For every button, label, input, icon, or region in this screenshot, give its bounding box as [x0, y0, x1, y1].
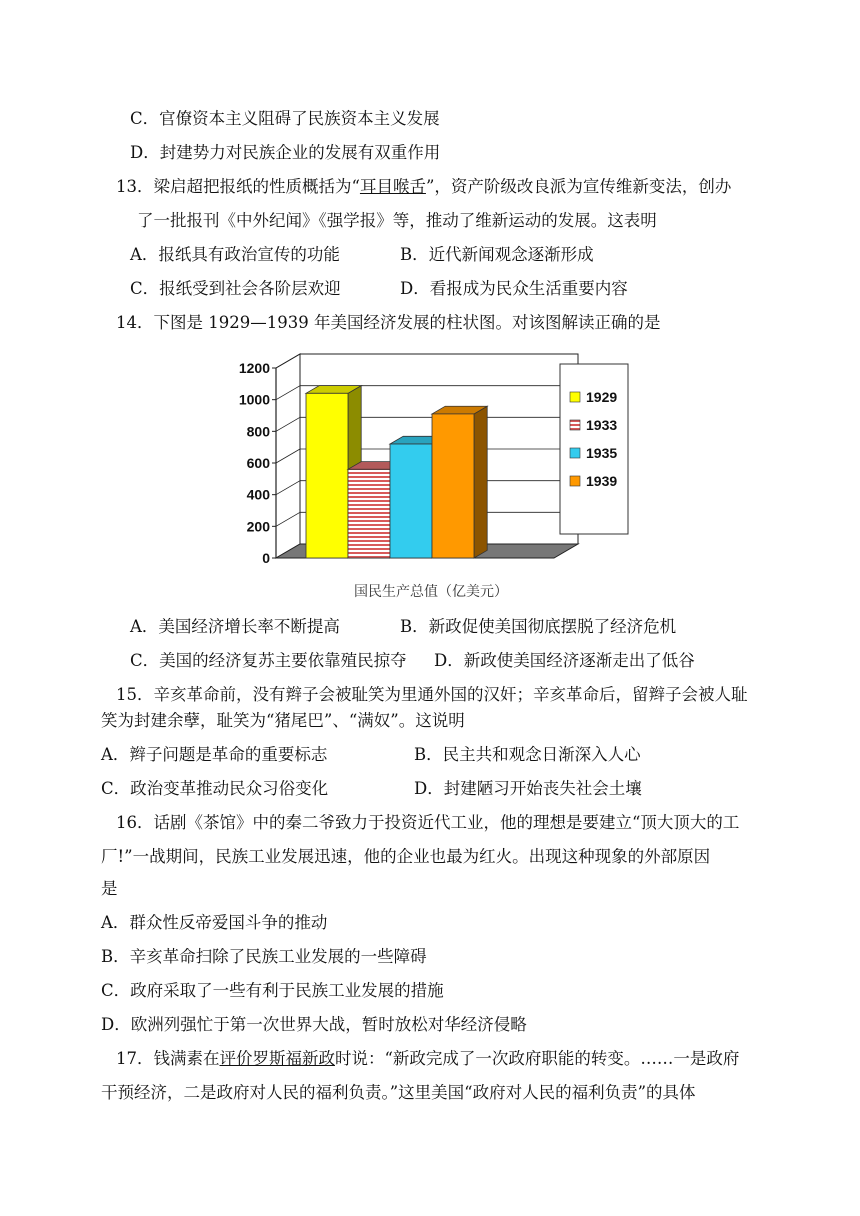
- q15-stem-line1: 15．辛亥革命前，没有辫子会被耻笑为里通外国的汉奸；辛亥革命后，留辫子会被人耻: [116, 685, 748, 704]
- q15-option-d: D．封建陋习开始丧失社会土壤: [414, 779, 642, 798]
- chart-y-tick-label: 1000: [238, 391, 270, 408]
- gnp-bar-chart: [228, 336, 632, 606]
- chart-y-tick-label: 1200: [238, 360, 270, 376]
- q13-stem-text-b: ”，资产阶级改良派为宣传维新变法，创办: [425, 177, 732, 196]
- q16-stem-line1: 16．话剧《茶馆》中的秦二爷致力于投资近代工业，他的理想是要建立“顶大顶大的工: [116, 813, 740, 832]
- q13-stem-line1: [116, 176, 731, 198]
- chart-bar-1939: [432, 406, 487, 558]
- chart-legend-swatch: [570, 420, 580, 430]
- chart-legend-swatch: [570, 448, 580, 458]
- q13-option-a: A．报纸具有政治宣传的功能: [130, 245, 340, 264]
- q14-stem: 14．下图是 1929—1939 年美国经济发展的柱状图。对该图解读正确的是: [116, 313, 661, 332]
- chart-x-axis-label: 国民生产总值（亿美元）: [354, 583, 508, 599]
- chart-legend-label: 1935: [586, 445, 618, 461]
- q13-stem-line2: 了一批报刊《中外纪闻》《强学报》等，推动了维新运动的发展。这表明: [137, 211, 657, 230]
- chart-legend-label: 1939: [586, 473, 618, 489]
- chart-y-tick-label: 400: [246, 486, 270, 503]
- chart-y-tick-label: 0: [262, 550, 270, 566]
- q17-stem-line1: [116, 1048, 739, 1070]
- q17-stem-line2: 干预经济，二是政府对人民的福利负责。”这里美国“政府对人民的福利负责”的具体: [101, 1083, 696, 1102]
- chart-legend-label: 1929: [586, 389, 618, 405]
- q17-stem-text-b: 时说：“新政完成了一次政府职能的转变。……一是政府: [335, 1049, 740, 1068]
- q13-option-d: D．看报成为民众生活重要内容: [400, 279, 628, 298]
- q15-option-c: C．政治变革推动民众习俗变化: [101, 779, 329, 798]
- q15-stem-line2: 笑为封建余孽，耻笑为“猪尾巴”、“满奴”。这说明: [101, 711, 465, 730]
- q14-option-b: B．新政促使美国彻底摆脱了经济危机: [400, 617, 677, 636]
- q13-option-b: B．近代新闻观念逐渐形成: [400, 245, 594, 264]
- chart-legend-swatch: [570, 392, 580, 402]
- chart-legend: [560, 364, 628, 534]
- q16-option-d: D．欧洲列强忙于第一次世界大战，暂时放松对华经济侵略: [101, 1015, 527, 1034]
- chart-y-tick-label: 800: [246, 423, 270, 440]
- chart-y-tick-label: 200: [246, 518, 270, 535]
- q12-option-d: D．封建势力对民族企业的发展有双重作用: [130, 143, 441, 162]
- q16-option-b: B．辛亥革命扫除了民族工业发展的一些障碍: [101, 947, 427, 966]
- q14-option-c: C．美国的经济复苏主要依靠殖民掠夺: [130, 651, 407, 670]
- q16-stem-line3: 是: [101, 879, 118, 898]
- q14-option-d: D．新政使美国经济逐渐走出了低谷: [434, 651, 695, 670]
- chart-y-tick-label: 600: [246, 455, 270, 471]
- q13-stem-text-a: 13．梁启超把报纸的性质概括为“: [116, 177, 360, 196]
- q16-option-a: A．群众性反帝爱国斗争的推动: [101, 913, 328, 932]
- chart-legend-label: 1933: [586, 417, 618, 433]
- q13-stem-underlined: 耳目喉舌: [359, 177, 426, 196]
- q17-stem-text-a: 17．钱满素在: [116, 1049, 220, 1068]
- q15-option-a: A．辫子问题是革命的重要标志: [101, 745, 328, 764]
- q17-stem-underlined: 评价罗斯福新政: [219, 1049, 335, 1068]
- q13-option-c: C．报纸受到社会各阶层欢迎: [130, 279, 341, 298]
- chart-axis: [239, 360, 276, 566]
- q14-option-a: A．美国经济增长率不断提高: [130, 617, 340, 636]
- q16-stem-line2: 厂!”一战期间，民族工业发展迅速，他的企业也最为红火。出现这种现象的外部原因: [101, 847, 711, 866]
- chart-legend-swatch: [570, 476, 580, 486]
- q15-option-b: B．民主共和观念日渐深入人心: [414, 745, 641, 764]
- q16-option-c: C．政府采取了一些有利于民族工业发展的措施: [101, 981, 444, 1000]
- q12-option-c: C．官僚资本主义阻碍了民族资本主义发展: [130, 109, 440, 128]
